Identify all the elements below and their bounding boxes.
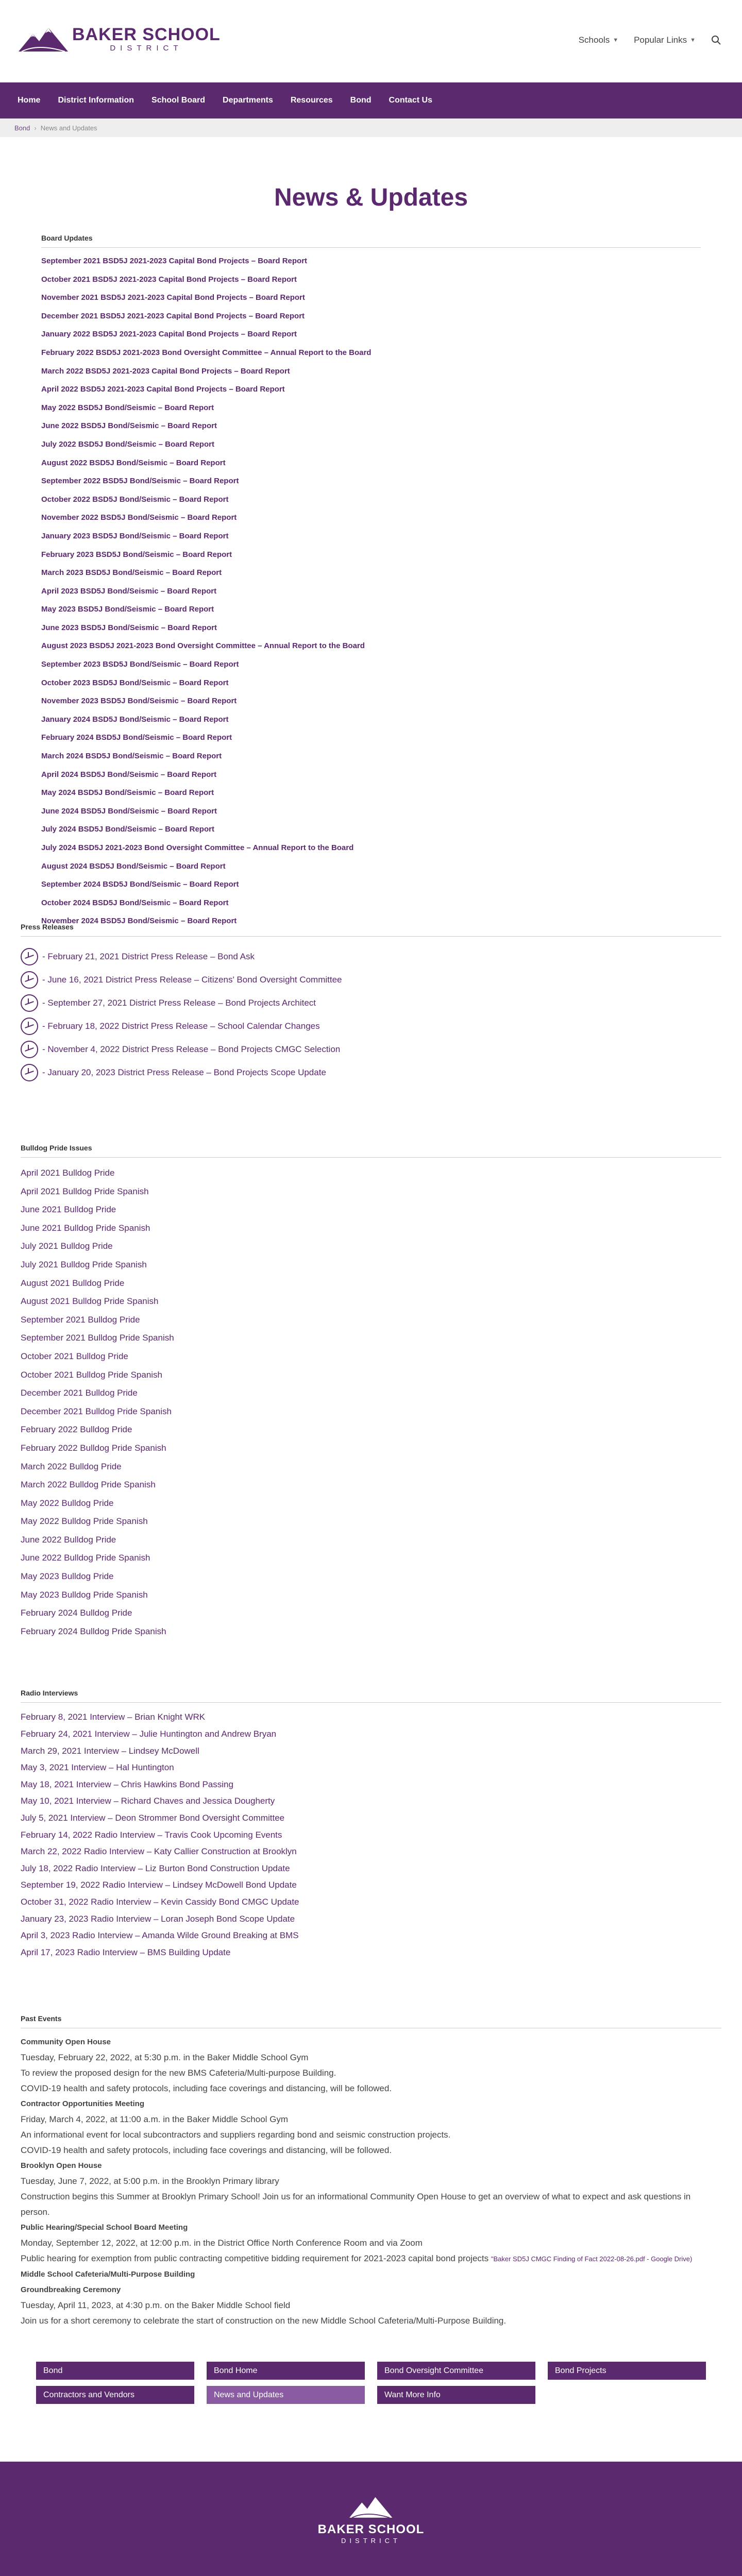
bulldog-pride-link-label: December 2021 Bulldog Pride Spanish bbox=[21, 1406, 172, 1416]
radio-interview-link-label: October 31, 2022 Radio Interview – Kevin Cassidy Bond CMGC Update bbox=[21, 1896, 299, 1907]
bulldog-pride-link[interactable] bbox=[21, 1311, 721, 1329]
radio-interview-link[interactable] bbox=[21, 1810, 721, 1827]
board-update-link[interactable] bbox=[41, 472, 701, 490]
radio-interview-link-label: March 22, 2022 Radio Interview – Katy Callier Construction at Brooklyn bbox=[21, 1846, 297, 1857]
board-update-link[interactable] bbox=[41, 820, 701, 839]
radio-interview-link[interactable] bbox=[21, 1759, 721, 1776]
bulldog-pride-link[interactable] bbox=[21, 1512, 721, 1531]
board-update-link[interactable] bbox=[41, 344, 701, 362]
board-update-link[interactable] bbox=[41, 399, 701, 417]
schools-dropdown[interactable] bbox=[579, 35, 618, 45]
press-releases-title: Press Releases bbox=[21, 923, 721, 937]
board-update-link-label: May 2023 BSD5J Bond/Seismic – Board Report bbox=[41, 605, 214, 614]
event-heading: Community Open House bbox=[21, 2038, 111, 2047]
radio-interview-link[interactable] bbox=[21, 1843, 721, 1860]
podcast-icon bbox=[21, 971, 38, 989]
bulldog-pride-link-label: May 2023 Bulldog Pride bbox=[21, 1571, 114, 1582]
board-update-link[interactable] bbox=[41, 527, 701, 546]
event-text: Construction begins this Summer at Brooklyn Primary School! Join us for an informational Community Open House to get an overview of what to expect and ask questions in person. bbox=[21, 2192, 691, 2217]
board-update-link[interactable] bbox=[41, 710, 701, 729]
board-update-link[interactable] bbox=[41, 380, 701, 399]
bulldog-pride-link-label: August 2021 Bulldog Pride Spanish bbox=[21, 1296, 159, 1307]
radio-interview-link[interactable] bbox=[21, 1726, 721, 1743]
radio-interview-link[interactable] bbox=[21, 1944, 721, 1961]
board-update-link-label: January 2024 BSD5J Bond/Seismic – Board Report bbox=[41, 715, 229, 724]
event-text: Tuesday, June 7, 2022, at 5:00 p.m. in the Brooklyn Primary library bbox=[21, 2176, 279, 2187]
podcast-icon bbox=[21, 1041, 38, 1058]
bulldog-pride-section bbox=[21, 1144, 721, 1640]
bulldog-pride-link[interactable] bbox=[21, 1164, 721, 1182]
bulldog-pride-link-label: June 2022 Bulldog Pride bbox=[21, 1534, 116, 1545]
press-release-link[interactable] bbox=[21, 1038, 721, 1061]
board-update-link-label: October 2022 BSD5J Bond/Seismic – Board Report bbox=[41, 495, 229, 504]
bulldog-pride-link[interactable] bbox=[21, 1182, 721, 1201]
bulldog-pride-link[interactable] bbox=[21, 1439, 721, 1458]
event-text: Monday, September 12, 2022, at 12:00 p.m. in the District Office North Conference Room and via Zoom bbox=[21, 2238, 423, 2248]
radio-interview-link-label: May 3, 2021 Interview – Hal Huntington bbox=[21, 1762, 174, 1773]
bulldog-pride-link-label: May 2022 Bulldog Pride bbox=[21, 1498, 114, 1508]
press-release-link[interactable] bbox=[21, 968, 721, 991]
board-update-link[interactable] bbox=[41, 637, 701, 655]
event-heading: Public Hearing/Special School Board Meeting bbox=[21, 2223, 188, 2232]
event-text: COVID-19 health and safety protocols, including face coverings and distancing, will be followed. bbox=[21, 2145, 392, 2156]
bulldog-pride-link[interactable] bbox=[21, 1347, 721, 1366]
board-update-link[interactable] bbox=[41, 894, 701, 912]
radio-interview-link[interactable] bbox=[21, 1743, 721, 1760]
bulldog-pride-link-label: May 2022 Bulldog Pride Spanish bbox=[21, 1516, 148, 1527]
event-heading: Contractor Opportunities Meeting bbox=[21, 2099, 144, 2109]
bulldog-pride-link-label: February 2022 Bulldog Pride bbox=[21, 1425, 132, 1435]
bulldog-pride-link[interactable] bbox=[21, 1420, 721, 1439]
bulldog-pride-link-label: June 2021 Bulldog Pride Spanish bbox=[21, 1223, 150, 1233]
board-update-link-label: October 2023 BSD5J Bond/Seismic – Board Report bbox=[41, 678, 229, 687]
board-update-link-label: September 2021 BSD5J 2021-2023 Capital Bond Projects – Board Report bbox=[41, 257, 308, 265]
breadcrumb-current: News and Updates bbox=[40, 124, 97, 132]
podcast-icon bbox=[21, 994, 38, 1012]
bulldog-pride-link[interactable] bbox=[21, 1329, 721, 1347]
board-update-link[interactable] bbox=[41, 857, 701, 876]
board-update-link-label: March 2022 BSD5J 2021-2023 Capital Bond Projects – Board Report bbox=[41, 366, 290, 376]
press-release-link[interactable] bbox=[21, 991, 721, 1014]
bulldog-pride-link[interactable] bbox=[21, 1384, 721, 1402]
site-footer bbox=[0, 2462, 742, 2576]
bulldog-pride-list bbox=[21, 1164, 721, 1640]
board-update-link-label: November 2022 BSD5J Bond/Seismic – Board Report bbox=[41, 513, 237, 522]
bulldog-pride-title: Bulldog Pride Issues bbox=[21, 1144, 721, 1158]
bulldog-pride-link-label: April 2021 Bulldog Pride Spanish bbox=[21, 1186, 149, 1196]
board-update-link[interactable] bbox=[41, 435, 701, 454]
event-text bbox=[21, 2251, 721, 2267]
board-update-link-label: January 2023 BSD5J Bond/Seismic – Board Report bbox=[41, 531, 229, 540]
bulldog-pride-link[interactable] bbox=[21, 1567, 721, 1586]
press-release-link-label: - September 27, 2021 District Press Release – Bond Projects Architect bbox=[42, 997, 316, 1008]
event-text: To review the proposed design for the new BMS Cafeteria/Multi-purpose Building. bbox=[21, 2068, 336, 2078]
board-update-link[interactable] bbox=[41, 417, 701, 435]
bulldog-pride-link-label: December 2021 Bulldog Pride bbox=[21, 1388, 138, 1398]
footer-logo-name: BAKER SCHOOL bbox=[317, 2522, 425, 2537]
board-update-link-label: May 2022 BSD5J Bond/Seismic – Board Report bbox=[41, 403, 214, 412]
event-heading: Middle School Cafeteria/Multi-Purpose Building bbox=[21, 2270, 195, 2279]
board-update-link-label: February 2023 BSD5J Bond/Seismic – Board Report bbox=[41, 550, 232, 559]
radio-interview-link-label: January 23, 2023 Radio Interview – Loran Joseph Bond Scope Update bbox=[21, 1913, 295, 1924]
bond-nav-item[interactable]: Bond Projects bbox=[548, 2362, 706, 2380]
logo-subtitle: DISTRICT bbox=[110, 44, 183, 53]
bulldog-pride-link-label: October 2021 Bulldog Pride bbox=[21, 1351, 128, 1361]
board-update-link[interactable] bbox=[41, 509, 701, 527]
bulldog-pride-link[interactable] bbox=[21, 1402, 721, 1421]
bulldog-pride-link[interactable] bbox=[21, 1458, 721, 1476]
bond-nav-item[interactable]: Bond bbox=[36, 2362, 194, 2380]
board-update-link[interactable] bbox=[41, 839, 701, 857]
event-text: COVID-19 health and safety protocols, including face coverings and distancing, will be followed. bbox=[21, 2083, 392, 2094]
nav-departments[interactable]: Departments bbox=[223, 96, 273, 105]
footer-logo-subtitle: DISTRICT bbox=[341, 2537, 401, 2545]
chevron-down-icon: ▼ bbox=[613, 37, 619, 43]
radio-interview-link-label: February 24, 2021 Interview – Julie Huntington and Andrew Bryan bbox=[21, 1729, 277, 1739]
bulldog-pride-link-label: March 2022 Bulldog Pride Spanish bbox=[21, 1480, 156, 1490]
utility-links bbox=[579, 35, 721, 45]
breadcrumb-separator: › bbox=[34, 124, 37, 132]
radio-interview-link[interactable] bbox=[21, 1927, 721, 1944]
bulldog-pride-link[interactable] bbox=[21, 1586, 721, 1604]
board-update-link-label: June 2022 BSD5J Bond/Seismic – Board Report bbox=[41, 421, 217, 431]
board-update-link-label: July 2024 BSD5J 2021-2023 Bond Oversight Committee – Annual Report to the Board bbox=[41, 843, 354, 852]
radio-interviews-section bbox=[21, 1689, 721, 1961]
bulldog-pride-link[interactable] bbox=[21, 1622, 721, 1641]
board-update-link[interactable] bbox=[41, 325, 701, 344]
bulldog-pride-link[interactable] bbox=[21, 1366, 721, 1384]
radio-interview-link[interactable] bbox=[21, 1860, 721, 1877]
board-update-link-label: August 2022 BSD5J Bond/Seismic – Board Report bbox=[41, 458, 226, 467]
board-update-link-label: June 2023 BSD5J Bond/Seismic – Board Report bbox=[41, 623, 217, 632]
bulldog-pride-link[interactable] bbox=[21, 1200, 721, 1219]
board-update-link-label: January 2022 BSD5J 2021-2023 Capital Bond Projects – Board Report bbox=[41, 330, 297, 339]
site-header bbox=[0, 0, 742, 82]
board-update-link-label: July 2022 BSD5J Bond/Seismic – Board Report bbox=[41, 439, 214, 449]
bulldog-pride-link-label: June 2021 Bulldog Pride bbox=[21, 1205, 116, 1215]
board-update-link[interactable] bbox=[41, 728, 701, 747]
radio-interview-link-label: July 18, 2022 Radio Interview – Liz Burton Bond Construction Update bbox=[21, 1863, 290, 1873]
breadcrumb bbox=[0, 118, 742, 137]
board-update-link[interactable] bbox=[41, 546, 701, 564]
footer-logo[interactable] bbox=[318, 2494, 425, 2545]
finding-of-fact-link[interactable]: "Baker SD5J CMGC Finding of Fact 2022-08-26.pdf - Google Drive) bbox=[491, 2255, 693, 2263]
radio-interview-link[interactable] bbox=[21, 1793, 721, 1810]
radio-interview-link-label: September 19, 2022 Radio Interview – Lindsey McDowell Bond Update bbox=[21, 1880, 297, 1890]
nav-contact-us[interactable]: Contact Us bbox=[389, 96, 432, 105]
board-update-link-label: December 2021 BSD5J 2021-2023 Capital Bond Projects – Board Report bbox=[41, 311, 305, 320]
event-heading: Brooklyn Open House bbox=[21, 2161, 102, 2171]
board-update-link[interactable] bbox=[41, 619, 701, 637]
radio-interview-link-label: May 18, 2021 Interview – Chris Hawkins Bond Passing bbox=[21, 1779, 233, 1789]
search-button[interactable] bbox=[711, 35, 721, 45]
page-title: News & Updates bbox=[274, 184, 468, 211]
event-heading: Groundbreaking Ceremony bbox=[21, 2285, 121, 2295]
press-release-link[interactable] bbox=[21, 1061, 721, 1084]
event-text: An informational event for local subcontractors and suppliers regarding bond and seismic construction projects. bbox=[21, 2130, 451, 2140]
board-update-link-label: March 2024 BSD5J Bond/Seismic – Board Report bbox=[41, 752, 222, 761]
radio-interview-link[interactable] bbox=[21, 1911, 721, 1928]
board-update-link-label: July 2024 BSD5J Bond/Seismic – Board Report bbox=[41, 825, 214, 834]
radio-interview-link-label: April 17, 2023 Radio Interview – BMS Building Update bbox=[21, 1947, 231, 1957]
board-update-link-label: February 2022 BSD5J 2021-2023 Bond Oversight Committee – Annual Report to the Board bbox=[41, 348, 372, 357]
board-update-link[interactable] bbox=[41, 582, 701, 601]
board-update-link[interactable] bbox=[41, 802, 701, 821]
past-events-section bbox=[21, 2014, 721, 2329]
bulldog-pride-link[interactable] bbox=[21, 1292, 721, 1311]
press-releases-section bbox=[21, 923, 721, 1084]
bond-nav-item[interactable]: Bond Oversight Committee bbox=[377, 2362, 535, 2380]
mountain-logo-icon bbox=[18, 24, 69, 55]
board-update-link[interactable] bbox=[41, 600, 701, 619]
board-update-link-label: November 2024 BSD5J Bond/Seismic – Board Report bbox=[41, 917, 237, 926]
bulldog-pride-link-label: February 2022 Bulldog Pride Spanish bbox=[21, 1443, 166, 1453]
board-update-link-label: October 2024 BSD5J Bond/Seismic – Board Report bbox=[41, 898, 229, 907]
event-text: Join us for a short ceremony to celebrate the start of construction on the new Middle School Cafeteria/Multi-Purpose Building. bbox=[21, 2316, 507, 2326]
radio-interview-link-label: February 14, 2022 Radio Interview – Travis Cook Upcoming Events bbox=[21, 1829, 282, 1840]
logo-name: BAKER SCHOOL bbox=[72, 25, 221, 44]
bulldog-pride-link-label: February 2024 Bulldog Pride bbox=[21, 1608, 132, 1618]
schools-label: Schools bbox=[578, 35, 610, 45]
press-release-link-label: - January 20, 2023 District Press Release – Bond Projects Scope Update bbox=[42, 1067, 326, 1077]
past-events-title: Past Events bbox=[21, 2014, 721, 2028]
radio-interview-link[interactable] bbox=[21, 1709, 721, 1726]
radio-interview-link[interactable] bbox=[21, 1827, 721, 1844]
nav-resources[interactable]: Resources bbox=[290, 96, 333, 105]
board-update-link-label: August 2023 BSD5J 2021-2023 Bond Oversight Committee – Annual Report to the Board bbox=[41, 641, 365, 651]
board-update-link-label: September 2022 BSD5J Bond/Seismic – Board Report bbox=[41, 477, 239, 486]
bulldog-pride-link-label: September 2021 Bulldog Pride bbox=[21, 1314, 140, 1325]
chevron-down-icon: ▼ bbox=[690, 37, 696, 43]
breadcrumb-bond[interactable]: Bond bbox=[14, 124, 30, 132]
press-release-link-label: - February 18, 2022 District Press Release – School Calendar Changes bbox=[42, 1021, 320, 1031]
bond-nav-item[interactable]: Bond Home bbox=[207, 2362, 365, 2380]
board-update-link-label: April 2024 BSD5J Bond/Seismic – Board Report bbox=[41, 770, 217, 779]
podcast-icon bbox=[21, 1018, 38, 1035]
board-update-link-label: April 2022 BSD5J 2021-2023 Capital Bond Projects – Board Report bbox=[41, 385, 285, 394]
board-update-link[interactable] bbox=[41, 270, 701, 289]
board-updates-list bbox=[41, 252, 701, 930]
podcast-icon bbox=[21, 948, 38, 965]
bulldog-pride-link-label: February 2024 Bulldog Pride Spanish bbox=[21, 1626, 166, 1636]
board-updates-section bbox=[41, 234, 701, 926]
board-update-link-label: September 2024 BSD5J Bond/Seismic – Board Report bbox=[41, 880, 239, 889]
bond-nav-item[interactable]: News and Updates bbox=[207, 2386, 365, 2404]
board-update-link-label: March 2023 BSD5J Bond/Seismic – Board Report bbox=[41, 568, 222, 578]
bulldog-pride-link-label: April 2021 Bulldog Pride bbox=[21, 1168, 115, 1178]
press-release-link-label: - June 16, 2021 District Press Release – Citizens' Bond Oversight Committee bbox=[42, 974, 342, 985]
radio-interview-link-label: March 29, 2021 Interview – Lindsey McDowell bbox=[21, 1745, 199, 1756]
radio-interview-link-label: May 10, 2021 Interview – Richard Chaves and Jessica Dougherty bbox=[21, 1796, 275, 1806]
event-text-inline: Public hearing for exemption from public contracting competitive bidding requirement for 2021-2023 capital bond projects bbox=[21, 2253, 489, 2264]
bulldog-pride-link-label: July 2021 Bulldog Pride bbox=[21, 1241, 113, 1251]
bulldog-pride-link-label: September 2021 Bulldog Pride Spanish bbox=[21, 1333, 174, 1343]
bulldog-pride-link[interactable] bbox=[21, 1256, 721, 1274]
board-updates-title: Board Updates bbox=[41, 234, 701, 248]
bulldog-pride-link-label: June 2022 Bulldog Pride Spanish bbox=[21, 1553, 150, 1563]
bulldog-pride-link[interactable] bbox=[21, 1237, 721, 1256]
podcast-icon bbox=[21, 1064, 38, 1081]
board-update-link[interactable] bbox=[41, 766, 701, 784]
radio-interview-link-label: February 8, 2021 Interview – Brian Knight WRK bbox=[21, 1712, 206, 1722]
bulldog-pride-link-label: March 2022 Bulldog Pride bbox=[21, 1461, 122, 1471]
bond-section-nav bbox=[36, 2362, 706, 2404]
main-content bbox=[0, 182, 742, 2329]
press-release-link-label: - February 21, 2021 District Press Release – Bond Ask bbox=[42, 951, 255, 961]
event-text: Friday, March 4, 2022, at 11:00 a.m. in the Baker Middle School Gym bbox=[21, 2114, 289, 2125]
search-icon bbox=[711, 35, 721, 45]
nav-bond[interactable]: Bond bbox=[350, 96, 372, 105]
board-update-link[interactable] bbox=[41, 692, 701, 710]
board-update-link-label: February 2024 BSD5J Bond/Seismic – Board Report bbox=[41, 733, 232, 742]
popular-links-label: Popular Links bbox=[634, 35, 687, 45]
bulldog-pride-link[interactable] bbox=[21, 1549, 721, 1567]
board-update-link[interactable] bbox=[41, 875, 701, 894]
board-update-link[interactable] bbox=[41, 784, 701, 802]
board-update-link-label: May 2024 BSD5J Bond/Seismic – Board Report bbox=[41, 788, 214, 798]
board-update-link-label: October 2021 BSD5J 2021-2023 Capital Bond Projects – Board Report bbox=[41, 275, 297, 284]
board-update-link[interactable] bbox=[41, 454, 701, 472]
popular-links-dropdown[interactable] bbox=[634, 35, 696, 45]
event-text: Tuesday, April 11, 2023, at 4:30 p.m. on the Baker Middle School field bbox=[21, 2300, 291, 2311]
nav-home[interactable]: Home bbox=[18, 96, 41, 105]
bond-nav-item[interactable]: Contractors and Vendors bbox=[36, 2386, 194, 2404]
board-update-link[interactable] bbox=[41, 564, 701, 582]
press-releases-list bbox=[21, 945, 721, 1084]
bulldog-pride-link[interactable] bbox=[21, 1274, 721, 1293]
bulldog-pride-link[interactable] bbox=[21, 1494, 721, 1513]
board-update-link-label: November 2023 BSD5J Bond/Seismic – Board Report bbox=[41, 697, 237, 706]
board-update-link[interactable] bbox=[41, 674, 701, 692]
bond-nav-item[interactable]: Want More Info bbox=[377, 2386, 535, 2404]
radio-interviews-title: Radio Interviews bbox=[21, 1689, 721, 1703]
radio-interview-link[interactable] bbox=[21, 1877, 721, 1894]
board-update-link-label: August 2024 BSD5J Bond/Seismic – Board Report bbox=[41, 861, 226, 871]
bulldog-pride-link[interactable] bbox=[21, 1476, 721, 1494]
board-update-link-label: November 2021 BSD5J 2021-2023 Capital Bond Projects – Board Report bbox=[41, 293, 305, 302]
radio-interview-link-label: July 5, 2021 Interview – Deon Strommer Bond Oversight Committee bbox=[21, 1813, 285, 1823]
radio-interviews-list bbox=[21, 1709, 721, 1961]
board-update-link-label: June 2024 BSD5J Bond/Seismic – Board Report bbox=[41, 806, 217, 816]
bulldog-pride-link-label: October 2021 Bulldog Pride Spanish bbox=[21, 1369, 163, 1380]
nav-district-information[interactable]: District Information bbox=[58, 96, 134, 105]
board-update-link[interactable] bbox=[41, 655, 701, 674]
board-update-link[interactable] bbox=[41, 490, 701, 509]
radio-interview-link[interactable] bbox=[21, 1894, 721, 1911]
board-update-link-label: September 2023 BSD5J Bond/Seismic – Board Report bbox=[41, 660, 239, 669]
press-release-link[interactable] bbox=[21, 1014, 721, 1038]
bulldog-pride-link-label: August 2021 Bulldog Pride bbox=[21, 1278, 125, 1288]
board-update-link[interactable] bbox=[41, 747, 701, 766]
radio-interview-link-label: April 3, 2023 Radio Interview – Amanda Wilde Ground Breaking at BMS bbox=[21, 1930, 299, 1941]
bulldog-pride-link[interactable] bbox=[21, 1604, 721, 1622]
radio-interview-link[interactable] bbox=[21, 1776, 721, 1793]
press-release-link-label: - November 4, 2022 District Press Release – Bond Projects CMGC Selection bbox=[42, 1044, 341, 1054]
nav-school-board[interactable]: School Board bbox=[151, 96, 206, 105]
bulldog-pride-link[interactable] bbox=[21, 1219, 721, 1238]
main-nav bbox=[0, 82, 742, 118]
event-text: Tuesday, February 22, 2022, at 5:30 p.m. in the Baker Middle School Gym bbox=[21, 2053, 309, 2063]
press-release-link[interactable] bbox=[21, 945, 721, 968]
board-update-link[interactable] bbox=[41, 289, 701, 307]
bulldog-pride-link-label: May 2023 Bulldog Pride Spanish bbox=[21, 1589, 148, 1600]
board-update-link-label: April 2023 BSD5J Bond/Seismic – Board Report bbox=[41, 586, 217, 596]
past-events-body bbox=[21, 2035, 721, 2329]
district-logo[interactable] bbox=[18, 24, 221, 55]
bulldog-pride-link-label: July 2021 Bulldog Pride Spanish bbox=[21, 1259, 147, 1269]
board-update-link[interactable] bbox=[41, 307, 701, 326]
bulldog-pride-link[interactable] bbox=[21, 1531, 721, 1549]
mountain-logo-icon bbox=[348, 2494, 394, 2520]
board-update-link[interactable] bbox=[41, 362, 701, 381]
board-update-link[interactable] bbox=[41, 252, 701, 270]
